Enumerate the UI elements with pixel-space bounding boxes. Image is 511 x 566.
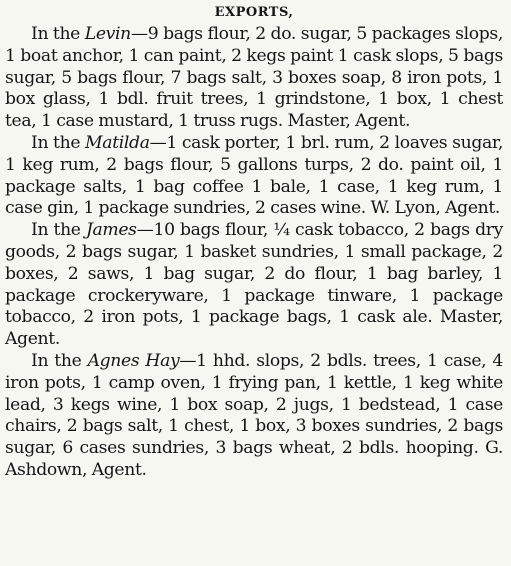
vessel-name: James [85,220,137,241]
entry-prefix: In the [31,132,86,153]
export-entry-james [5,220,503,351]
section-heading: EXPORTS, [214,5,294,20]
entry-prefix: In the [31,24,85,44]
vessel-name: Agnes Hay [87,350,180,371]
vessel-name: Matilda [85,132,150,153]
entry-prefix: In the [31,350,88,371]
export-entry-matilda [5,133,503,220]
entry-cargo: —1 hhd. slops, 2 bdls. trees, 1 case, 4 iron pots, 1 camp oven, 1 frying pan, 1 kettle, 1 keg white lead, 3 kegs wine, 1 box soap, 2 jugs, 1 bedstead, 1 case chairs, 2 bags salt, 1 chest, 1 box, 3 boxes sundries, 2 bags sugar, 6 cases sundries, 3 bags wheat, 2 bdls. hooping. G. Ashdown, Agent. [5,350,504,480]
entry-cargo: —1 cask porter, 1 brl. rum, 2 loaves sugar, 1 keg rum, 2 bags flour, 5 gallons turps, 2 do. paint oil, 1 package salts, 1 bag coffee 1 bale, 1 case, 1 keg rum, 1 case gin, 1 package sundries, 2 cases wine. W. Lyon, Agent. [5,132,503,219]
entry-cargo: —9 bags flour, 2 do. sugar, 5 packages slops, 1 boat anchor, 1 can paint, 2 kegs paint 1 cask slops, 5 bags sugar, 5 bags flour, 7 bags salt, 3 boxes soap, 8 iron pots, 1 box glass, 1 bdl. fruit trees, 1 grindstone, 1 box, 1 chest tea, 1 case mustard, 1 truss rugs. Master, Agent. [5,24,504,132]
vessel-name: Levin [84,24,131,44]
export-entry-levin [5,24,503,133]
export-entry-agnes-hay [5,351,503,482]
entry-cargo: —10 bags flour, ¼ cask tobacco, 2 bags dry goods, 2 bags sugar, 1 basket sundries, 1 small package, 2 boxes, 2 saws, 1 bag sugar, 2 do flour, 1 bag barley, 1 package crockeryware, 1 package tinware, 1 package tobacco, 2 iron pots, 1 package bags, 1 cask ale. Master, Agent. [5,220,503,350]
entry-prefix: In the [31,220,86,241]
